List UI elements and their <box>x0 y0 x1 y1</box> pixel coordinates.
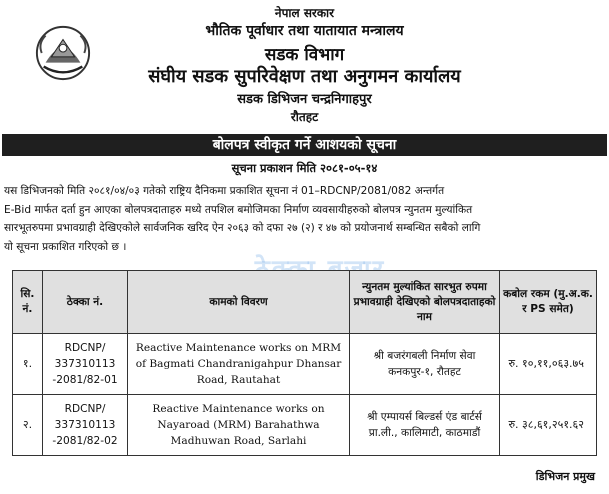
signature-title: डिभिजन प्रमुख <box>535 470 595 483</box>
header-line-3: सडक विभाग <box>264 45 345 65</box>
body-line: यो सूचना प्रकाशित गरिएको छ । <box>4 240 127 253</box>
header-line-1: नेपाल सरकार <box>274 6 335 20</box>
header-sn: सि. नं. <box>13 271 43 334</box>
header-line-4: संघीय सडक सुपरिवेक्षण तथा अनुगमन कार्यालय <box>148 66 461 87</box>
row-amount: रु. १०,११,०६३.७५ <box>500 334 597 395</box>
table-header-row <box>13 271 597 334</box>
bidder-line: श्री बजरंगबली निर्माण सेवा <box>373 350 476 362</box>
notice-title-banner: बोलपत्र स्वीकृत गर्ने आशयको सूचना <box>2 134 607 156</box>
row-work: Reactive Maintenance works on Nayaroad (MRM) Barahathwa Madhuwan Road, Sarlahi <box>128 395 350 456</box>
body-line: सारभूतरुपमा प्रभावग्राही देखिएकोले सार्वजनिक खरिद ऐन २०६३ को दफा २७ (२) र ४७ को प्रयोजनार्थ सम्बन्धित सबैको लागि <box>4 222 481 235</box>
contract-line: RDCNP/ <box>64 403 106 415</box>
header-work: कामको विवरण <box>128 271 350 334</box>
table-row <box>13 395 597 456</box>
body-line: यस डिभिजनको मिति २०८१/०४/०३ गतेको राष्ट्रिय दैनिकमा प्रकाशित सूचना नं 01–RDCNP/2081/082 अन्तर्गत <box>4 185 445 197</box>
contract-line: -2081/82-01 <box>52 374 118 386</box>
row-sn: १. <box>13 334 43 395</box>
row-bidder <box>350 395 500 456</box>
row-amount: रु. ३८,६१,२५१.६२ <box>500 395 597 456</box>
bidder-line: प्रा.ली., कालिमाटी, काठमाडौं <box>368 427 481 439</box>
header-line-5: सडक डिभिजन चन्द्रनिगाहपुर <box>237 92 372 107</box>
row-contract <box>43 395 128 456</box>
row-work: Reactive Maintenance works on MRM of Bagmati Chandranigahpur Dhansar Road, Rautahat <box>128 334 350 395</box>
bidder-line: कनकपुर-१, रौतहट <box>388 366 461 378</box>
row-sn: २. <box>13 395 43 456</box>
header-line-6: रौतहट <box>290 110 319 124</box>
notice-body <box>4 182 604 256</box>
contract-line: 337310113 <box>54 419 116 431</box>
nepal-emblem-icon <box>34 24 92 82</box>
header-amount: कबोल रकम (मु.अ.क. र PS समेत) <box>500 271 597 334</box>
header-line-2: भौतिक पूर्वाधार तथा यातायात मन्त्रालय <box>205 23 404 39</box>
bidder-line: श्री एम्पायर्स बिल्डर्स एंड बार्टर्स <box>367 411 482 423</box>
bid-table <box>12 270 597 456</box>
publish-date: सूचना प्रकाशन मिति २०८१-०५-१४ <box>231 161 378 175</box>
body-line: E-Bid मार्फत दर्ता हुन आएका बोलपत्रदाताहरु मध्ये तपशिल बमोजिमका निर्माण व्यवसायीहरुको बोलपत्र न्युनतम मुल्यांकित <box>4 203 473 216</box>
table-row <box>13 334 597 395</box>
contract-line: RDCNP/ <box>64 342 106 354</box>
row-bidder <box>350 334 500 395</box>
contract-line: -2081/82-02 <box>52 435 118 447</box>
row-contract <box>43 334 128 395</box>
header-contract: ठेक्का नं. <box>43 271 128 334</box>
contract-line: 337310113 <box>54 358 116 370</box>
header-bidder: न्युनतम मुल्यांकित सारभुत रुपमा प्रभावग्राही देखिएको बोलपत्रदाताहको नाम <box>350 271 500 334</box>
